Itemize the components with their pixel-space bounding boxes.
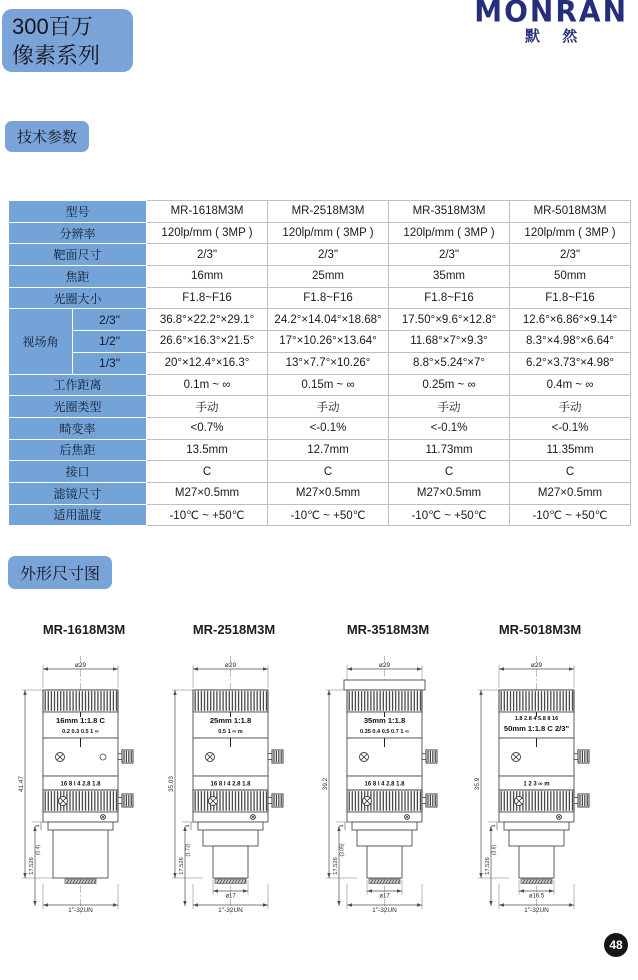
row-label: 后焦距	[9, 439, 147, 461]
svg-text:17.526: 17.526	[484, 857, 491, 875]
svg-text:ø29: ø29	[530, 661, 543, 669]
svg-text:0.2 0.3 0.5 1 ∞: 0.2 0.3 0.5 1 ∞	[62, 729, 99, 735]
spec-value: 12.6°×6.86°×9.14°	[510, 309, 631, 331]
svg-text:41.47: 41.47	[17, 776, 25, 792]
svg-text:0.35 0.4 0.5 0.7 1 ∞: 0.35 0.4 0.5 0.7 1 ∞	[359, 729, 410, 735]
svg-text:4: 4	[339, 824, 346, 828]
spec-value: 20°×12.4°×16.3°	[147, 352, 268, 374]
spec-value: 手动	[268, 396, 389, 418]
row-label-fov: 视场角	[9, 309, 73, 374]
row-label: 工作距离	[9, 374, 147, 396]
svg-text:17.526: 17.526	[332, 857, 339, 875]
series-title-line1: 300百万	[12, 14, 93, 39]
lens-dimension-drawing	[8, 650, 160, 950]
brand-logo	[474, 0, 628, 46]
spec-value: 36.8°×22.2°×29.1°	[147, 309, 268, 331]
spec-value: M27×0.5mm	[389, 482, 510, 504]
lens-model-title: MR-2518M3M	[192, 622, 276, 637]
spec-value: F1.8~F16	[147, 287, 268, 309]
svg-text:4: 4	[185, 824, 192, 828]
row-label: 滤镜尺寸	[9, 482, 147, 504]
page-number-badge: 48	[604, 933, 628, 957]
section-title-dimensions: 外形尺寸图	[8, 556, 112, 589]
lens-drawing-block	[464, 622, 616, 955]
svg-text:(0.4): (0.4)	[35, 844, 42, 856]
spec-value: 手动	[510, 396, 631, 418]
row-label: 适用温度	[9, 504, 147, 526]
svg-text:35.9: 35.9	[473, 777, 481, 791]
row-label: 光圈类型	[9, 396, 147, 418]
row-sublabel: 1/3"	[73, 352, 147, 374]
row-sublabel: 1/2"	[73, 331, 147, 353]
lens-drawing-block	[312, 622, 464, 955]
spec-value: MR-2518M3M	[268, 201, 389, 223]
spec-value: 11.35mm	[510, 439, 631, 461]
svg-text:50mm 1:1.8 C 2/3": 50mm 1:1.8 C 2/3"	[503, 724, 570, 733]
svg-text:(3.05): (3.05)	[339, 843, 346, 857]
svg-text:4: 4	[491, 824, 498, 828]
svg-text:17.526: 17.526	[178, 857, 185, 875]
svg-text:ø29: ø29	[224, 661, 237, 669]
spec-value: 26.6°×16.3°×21.5°	[147, 331, 268, 353]
spec-value: MR-5018M3M	[510, 201, 631, 223]
svg-text:1.8 2.8 4 5.8 8 16: 1.8 2.8 4 5.8 8 16	[514, 716, 559, 722]
svg-text:39.2: 39.2	[321, 777, 329, 791]
row-label: 靶面尺寸	[9, 244, 147, 266]
spec-value: <-0.1%	[510, 417, 631, 439]
spec-value: F1.8~F16	[510, 287, 631, 309]
spec-value: -10℃ ~ +50℃	[389, 504, 510, 526]
spec-value: F1.8~F16	[389, 287, 510, 309]
spec-value: 0.25m ~ ∞	[389, 374, 510, 396]
spec-value: 0.1m ~ ∞	[147, 374, 268, 396]
spec-value: 24.2°×14.04°×18.68°	[268, 309, 389, 331]
spec-value: <-0.1%	[389, 417, 510, 439]
svg-text:ø16.5: ø16.5	[528, 893, 545, 900]
spec-value: MR-3518M3M	[389, 201, 510, 223]
svg-text:35mm 1:1.8: 35mm 1:1.8	[363, 716, 406, 725]
spec-value: F1.8~F16	[268, 287, 389, 309]
spec-value: -10℃ ~ +50℃	[268, 504, 389, 526]
spec-value: 手动	[147, 396, 268, 418]
spec-value: 13.5mm	[147, 439, 268, 461]
lens-model-title: MR-3518M3M	[346, 622, 430, 637]
row-label: 焦距	[9, 266, 147, 288]
row-label: 接口	[9, 461, 147, 483]
lens-dimension-drawing	[158, 650, 310, 950]
spec-value: -10℃ ~ +50℃	[510, 504, 631, 526]
spec-value: 120lp/mm ( 3MP )	[389, 222, 510, 244]
spec-value: C	[268, 461, 389, 483]
lens-dimension-drawing	[464, 650, 616, 950]
spec-value: M27×0.5mm	[510, 482, 631, 504]
spec-value: C	[510, 461, 631, 483]
svg-text:1"-32UN: 1"-32UN	[372, 907, 397, 914]
spec-value: C	[147, 461, 268, 483]
spec-value: 手动	[389, 396, 510, 418]
lens-model-title: MR-5018M3M	[498, 622, 582, 637]
svg-text:(3.6): (3.6)	[491, 844, 498, 856]
lens-drawing-block	[158, 622, 310, 955]
spec-value: 2/3"	[510, 244, 631, 266]
spec-value: 11.73mm	[389, 439, 510, 461]
svg-text:16mm 1:1.8 C: 16mm 1:1.8 C	[56, 716, 105, 725]
row-label: 畸变率	[9, 417, 147, 439]
spec-value: <-0.1%	[268, 417, 389, 439]
svg-text:1"-32UN: 1"-32UN	[68, 907, 93, 914]
lens-drawing-block	[8, 622, 160, 955]
svg-text:ø17: ø17	[225, 893, 236, 900]
spec-value: -10℃ ~ +50℃	[147, 504, 268, 526]
spec-value: 12.7mm	[268, 439, 389, 461]
spec-value: 2/3"	[389, 244, 510, 266]
spec-value: 50mm	[510, 266, 631, 288]
spec-value: 8.8°×5.24°×7°	[389, 352, 510, 374]
row-label: 型号	[9, 201, 147, 223]
spec-value: 11.68°×7°×9.3°	[389, 331, 510, 353]
row-label: 光圈大小	[9, 287, 147, 309]
svg-text:ø17: ø17	[379, 893, 390, 900]
spec-value: 35mm	[389, 266, 510, 288]
spec-value: M27×0.5mm	[147, 482, 268, 504]
svg-text:16 8 l 4 2.8 1.8: 16 8 l 4 2.8 1.8	[364, 781, 405, 788]
spec-value: 8.3°×4.98°×6.64°	[510, 331, 631, 353]
svg-text:1 2 3 ∞ m: 1 2 3 ∞ m	[523, 781, 550, 788]
svg-text:ø29: ø29	[378, 661, 391, 669]
spec-value: C	[389, 461, 510, 483]
spec-value: 120lp/mm ( 3MP )	[268, 222, 389, 244]
spec-value: M27×0.5mm	[268, 482, 389, 504]
spec-value: <0.7%	[147, 417, 268, 439]
spec-value: 25mm	[268, 266, 389, 288]
svg-text:25mm 1:1.8: 25mm 1:1.8	[209, 716, 252, 725]
svg-text:16 8 l 4 2.8 1.8: 16 8 l 4 2.8 1.8	[210, 781, 251, 788]
series-title-line2: 像素系列	[12, 43, 101, 68]
svg-text:16 8 l 4 2.8 1.8: 16 8 l 4 2.8 1.8	[60, 781, 101, 788]
section-title-tech-params: 技术参数	[5, 121, 89, 152]
svg-text:4: 4	[35, 824, 42, 828]
spec-value: 13°×7.7°×10.26°	[268, 352, 389, 374]
svg-text:1"-32UN: 1"-32UN	[218, 907, 243, 914]
spec-value: 6.2°×3.73°×4.98°	[510, 352, 631, 374]
spec-table	[8, 200, 631, 526]
spec-value: MR-1618M3M	[147, 201, 268, 223]
lens-dimension-drawing	[312, 650, 464, 950]
spec-value: 2/3"	[268, 244, 389, 266]
svg-text:1"-32UN: 1"-32UN	[524, 907, 549, 914]
spec-value: 120lp/mm ( 3MP )	[147, 222, 268, 244]
svg-text:17.526: 17.526	[28, 857, 35, 875]
spec-value: 17.50°×9.6°×12.8°	[389, 309, 510, 331]
svg-text:0.5 1 ∞ m: 0.5 1 ∞ m	[218, 729, 243, 735]
spec-value: 0.15m ~ ∞	[268, 374, 389, 396]
spec-value: 17°×10.26°×13.64°	[268, 331, 389, 353]
svg-text:35.03: 35.03	[167, 776, 175, 792]
series-title-badge	[2, 9, 133, 72]
spec-value: 0.4m ~ ∞	[510, 374, 631, 396]
spec-value: 2/3"	[147, 244, 268, 266]
lens-model-title: MR-1618M3M	[42, 622, 126, 637]
row-label: 分辨率	[9, 222, 147, 244]
brand-logo-text: MONRAN	[474, 0, 628, 29]
svg-text:ø29: ø29	[74, 661, 87, 669]
svg-text:(1.72): (1.72)	[185, 843, 192, 857]
spec-value: 120lp/mm ( 3MP )	[510, 222, 631, 244]
brand-logo-chinese: 默 然	[525, 28, 587, 45]
row-sublabel: 2/3"	[73, 309, 147, 331]
spec-value: 16mm	[147, 266, 268, 288]
